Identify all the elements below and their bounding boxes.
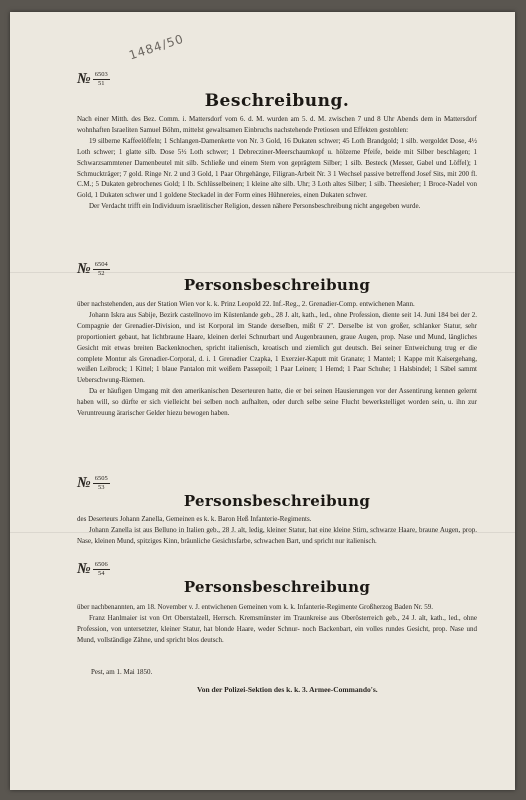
notice-number: № $\frac{6504}{52}$ — [77, 260, 108, 277]
notice-title: Personsbeschreibung — [183, 578, 371, 596]
notice-title: Beschreibung. — [204, 91, 350, 111]
notice-title: Personsbeschreibung — [183, 492, 371, 510]
document-sheet — [10, 12, 515, 790]
notice-title: Personsbeschreibung — [183, 276, 371, 294]
notice-text: über nachstehenden, aus der Station Wien vor k. k. Prinz Leopold 22. Inf.-Reg., 2. Grenadier-Comp. entwichenen Mann. Johann Iskra aus Sabije, Bezirk castellnovo im Küstenlande geb., 28 J. alt, kath., led., ohne Profession, diente seit 14. Juni 184 bei der 2. Compagnie der Grenadier-Division, und ist Korporal im Stande derselben, mißt 6' 2''. Derselbe ist von großer, schlanker Statur, sehr proportioniert gebaut, hat lichtbraune Haare, kleinen derlei Schnurbart und Augenbraunen, graue Augen, prop. Nase und Mund, längliches Gesicht mit etwas breiten Backenknochen, spricht italienisch, kroatisch und ziemlich gut deutsch. Bei seiner Entweichung trug er die complete Montur als Grenadier-Corporal, d. i. 1 Grenadier Czapka, 1 Exerzier-Kaputt mit Granate; 1 Mantel; 1 Kappe mit Kaisergehang, weißen Leibrock; 1 Kittel; 1 blaue Pantalon mit weißem Passepoil; 1 Paar Leinen; 1 Hemd; 1 Paar Schuhe; 1 Halsbindel; 1 Säbel sammt Ueberschwung-Riemen. Da er häufigen Umgang mit den amerikanischen Deserteuren hatte, die er bei seinen Hausierungen vor der Assentirung kennen gelernt haben will, so dürfte er sich vielleicht bei selben noch aufhalten, oder durch selbe seine Flucht bewerkstelliget worden sein, u. ihn zur Veruntreuung ärarischer Gelder hiezu bewogen haben. — [77, 300, 477, 418]
notice-number: № $\frac{6503}{51}$ — [77, 70, 108, 87]
notice-text: Nach einer Mitth. des Bez. Comm. i. Mattersdorf vom 6. d. M. wurden am 5. d. M. zwischen 7 und 8 Uhr Abends dem in Mattersdorf wohnhaften Israeliten Samuel Böhm, mittelst gewaltsamen Einbruchs nachstehende Pretiosen und Effekten gestohlen: 19 silberne Kaffeelöffeln; 1 Schlangen-Damenkette von Nr. 3 Gold, 16 Dukaten schwer; 45 Loth Brandgold; 1 silb. wergoldet Dose, 4½ Loth schwer; 1 glatte silb. Dose 5½ Loth schwer; 1 Debrecziner-Meerschaumkopf u. hölzerne Pfeife, beide mit Silber beschlagen; 1 Schwarzsammtener Damenbeutel mit silb. Schließe und einem Stern von geprägtem Silber; 1 silb. Besteck (Messer, Gabel und Löffel); 1 Schmuckträger; 7 gold. Ringe Nr. 2 und 3 Gold, 1 Paar Ohrgehänge, Filigran-Arbeit Nr. 3 1 Wechsel passive betreffend Josef Sits, mit 200 fl. C.M.; 5 Dukaten gebrochenes Gold; 1 lb. Schlüsselbeinen; 1 kleine alte silb. Uhr; 3 Loth altes Silber; 1 silb. Theesieher; 1 Broce-Nadel von Gold, 1 Dukaten schwer und 1 goldene Steckadel in der Form eines Hühnereies, einen Dukaten schwer. Der Verdacht trifft ein Individuum israelitischer Religion, dessen nähere Personsbeschreibung nicht angegeben wurde. — [77, 115, 477, 211]
notice-number: № $\frac{6505}{53}$ — [77, 474, 108, 491]
signature: Von der Polizei-Sektion des k. k. 3. Armee-Commando's. — [197, 685, 378, 694]
notice-text: über nachbenannten, am 18. November v. J. entwichenen Gemeinen vom k. k. Infanterie-Regimente Großherzog Baden Nr. 59. Franz Hanlmaier ist von Ort Oberstalzell, Herrsch. Kremsmünster im Traunkreise aus Oberösterreich geb., 24 J. alt, kath., led., ohne Profession, von untersetzter, kleiner Statur, hat blonde Haare, weder Schnur- noch Backenbart, ein volles rundes Gesicht, prop. Nase und Mund, vollständige Zähne, und spricht blos deutsch. — [77, 603, 477, 644]
handwritten-note: 1484/50 — [127, 31, 186, 63]
issue-date: Pest, am 1. Mai 1850. — [91, 668, 153, 676]
notice-text: des Deserteurs Johann Zanella, Gemeinen es k. k. Baron Heß Infanterie-Regiments. Johann Zanella ist aus Belluno in Italien geb., 28 J. alt, ledig, kleiner Statur, hat eine kleine Stirn, schwarze Haare, braune Augen, prop. Nase, kleinen Mund, spitziges Kinn, bräunliche Gesichtsfarbe, schwachen Bart, und spricht nur italienisch. — [77, 515, 477, 545]
notice-number: № $\frac{6506}{54}$ — [77, 560, 108, 577]
